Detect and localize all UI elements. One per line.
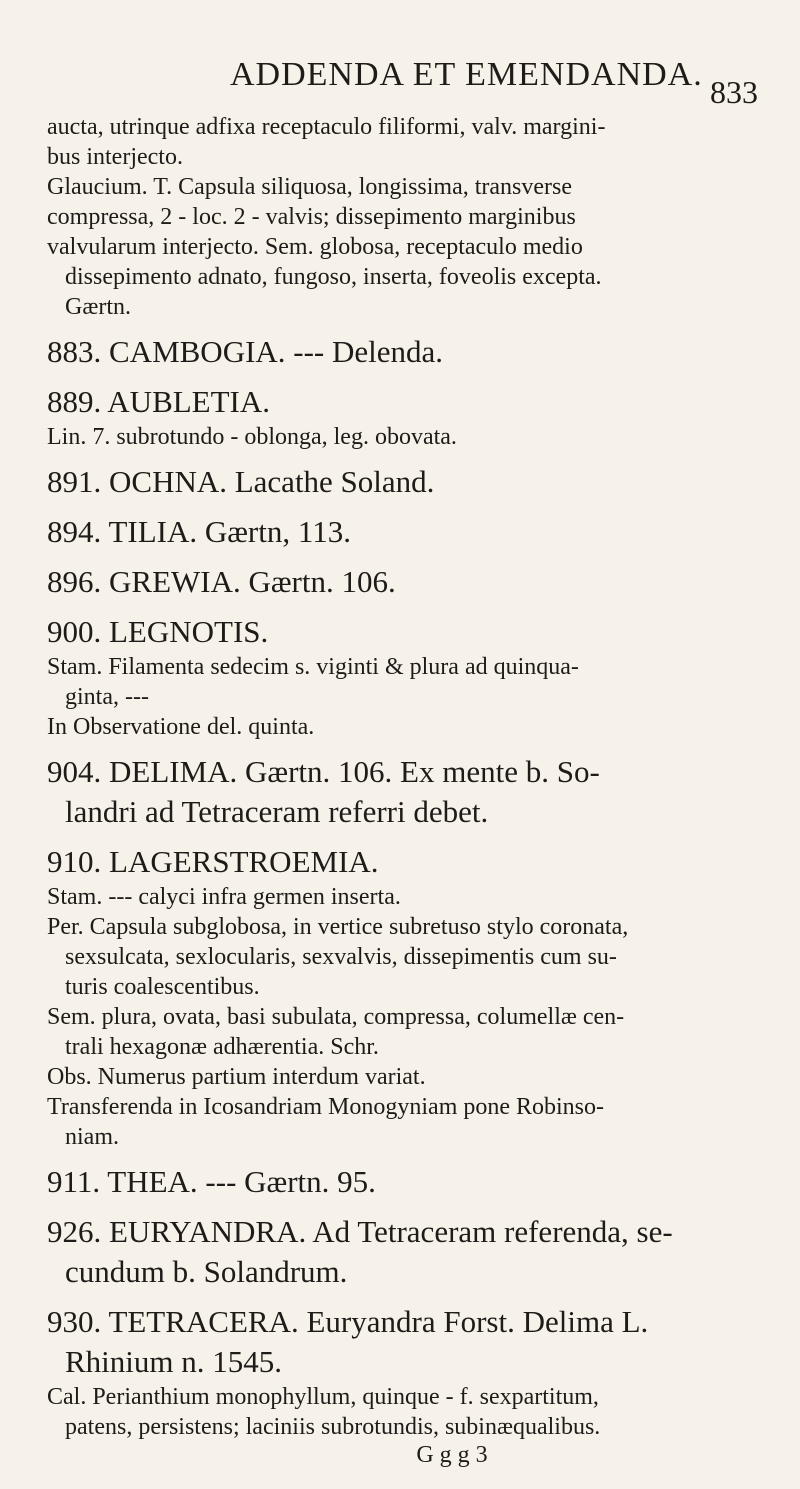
entry-heading: 889. AUBLETIA.: [47, 384, 271, 419]
text-line: patens, persistens; laciniis subrotundis, subinæqualibus.: [65, 1414, 601, 1440]
entry-heading: 896. GREWIA. Gærtn. 106.: [47, 564, 396, 599]
text-line: dissepimento adnato, fungoso, inserta, foveolis excepta.: [65, 264, 602, 290]
text-line: Obs. Numerus partium interdum variat.: [47, 1064, 426, 1090]
text-line: Sem. plura, ovata, basi subulata, compressa, columellæ cen-: [47, 1004, 625, 1030]
text-line: valvularum interjecto. Sem. globosa, receptaculo medio: [47, 234, 583, 260]
signature-mark: G g g 3: [416, 1442, 488, 1468]
entry-heading: 894. TILIA. Gærtn, 113.: [47, 514, 351, 549]
entry-heading: 910. LAGERSTROEMIA.: [47, 844, 379, 879]
text-line: Stam. --- calyci infra germen inserta.: [47, 884, 401, 910]
entry-heading: 883. CAMBOGIA. --- Delenda.: [47, 334, 444, 369]
entry-heading: 904. DELIMA. Gærtn. 106. Ex mente b. So-: [47, 754, 600, 789]
text-line: sexsulcata, sexlocularis, sexvalvis, dissepimentis cum su-: [65, 944, 617, 970]
text-line: Glaucium. T. Capsula siliquosa, longissima, transverse: [47, 174, 573, 200]
text-line: Gærtn.: [65, 294, 131, 320]
text-line: trali hexagonæ adhærentia. Schr.: [65, 1034, 379, 1060]
entry-heading: 891. OCHNA. Lacathe Soland.: [47, 464, 435, 499]
text-line: Per. Capsula subglobosa, in vertice subretuso stylo coronata,: [47, 914, 629, 940]
text-line: turis coalescentibus.: [65, 974, 260, 1000]
text-line: Lin. 7. subrotundo - oblonga, leg. obovata.: [47, 424, 457, 450]
entry-heading: 911. THEA. --- Gærtn. 95.: [47, 1164, 376, 1199]
text-line: Rhinium n. 1545.: [65, 1344, 283, 1379]
page-number: 833: [710, 74, 758, 110]
text-line: In Observatione del. quinta.: [47, 714, 315, 740]
entry-heading: 900. LEGNOTIS.: [47, 614, 269, 649]
running-header: ADDENDA ET EMENDANDA.: [230, 56, 703, 93]
text-line: compressa, 2 - loc. 2 - valvis; dissepimento marginibus: [47, 204, 576, 230]
text-line: niam.: [65, 1124, 119, 1150]
text-line: landri ad Tetraceram referri debet.: [65, 794, 489, 829]
text-line: aucta, utrinque adfixa receptaculo filiformi, valv. margini-: [47, 114, 606, 140]
text-line: bus interjecto.: [47, 144, 183, 170]
text-line: Stam. Filamenta sedecim s. viginti & plura ad quinqua-: [47, 654, 579, 680]
entry-heading: 926. EURYANDRA. Ad Tetraceram referenda, se-: [47, 1214, 673, 1249]
text-line: Cal. Perianthium monophyllum, quinque - f. sexpartitum,: [47, 1384, 599, 1410]
text-line: ginta, ---: [65, 684, 149, 710]
text-line: cundum b. Solandrum.: [65, 1254, 348, 1289]
entry-heading: 930. TETRACERA. Euryandra Forst. Delima L.: [47, 1304, 649, 1339]
text-line: Transferenda in Icosandriam Monogyniam pone Robinso-: [47, 1094, 605, 1120]
page-body: [47, 112, 777, 1469]
